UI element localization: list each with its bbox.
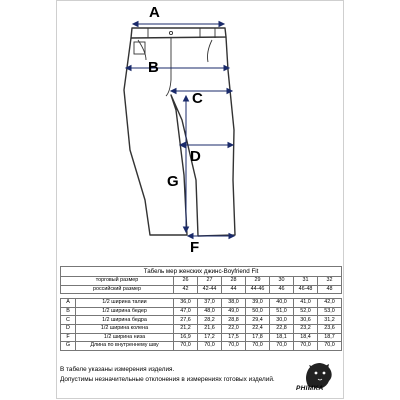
ru-size-cell: 42 xyxy=(174,285,198,294)
table-cell: 53,0 xyxy=(318,307,342,316)
table-cell: 70,0 xyxy=(198,342,222,351)
table-cell: 22,8 xyxy=(270,324,294,333)
ru-size-cell: 48 xyxy=(318,285,342,294)
table-cell: 47,0 xyxy=(174,307,198,316)
row-code: G xyxy=(61,342,76,351)
measure-label-a: A xyxy=(149,4,160,21)
table-cell: 38,0 xyxy=(222,299,246,308)
table-row xyxy=(61,324,342,333)
trade-size-row xyxy=(61,277,342,286)
ru-size-label: российский размер xyxy=(61,285,174,294)
table-cell: 50,0 xyxy=(246,307,270,316)
jeans-outline xyxy=(124,37,235,236)
jeans-button xyxy=(169,31,172,34)
measure-label-c: C xyxy=(192,90,203,107)
table-title-row xyxy=(61,267,342,277)
table-cell: 18,4 xyxy=(294,333,318,342)
size-chart-table xyxy=(60,266,342,351)
jeans-belt-loops xyxy=(148,28,215,38)
row-code: C xyxy=(61,316,76,325)
row-name: 1/2 ширина бедер xyxy=(76,307,174,316)
table-cell: 40,0 xyxy=(270,299,294,308)
table-row xyxy=(61,342,342,351)
table-cell: 37,0 xyxy=(198,299,222,308)
table-cell: 23,2 xyxy=(294,324,318,333)
table-cell: 48,0 xyxy=(198,307,222,316)
jeans-waistband xyxy=(131,28,226,38)
table-row xyxy=(61,307,342,316)
table-cell: 22,0 xyxy=(222,324,246,333)
jeans-coin-pocket xyxy=(134,42,145,54)
table-cell: 70,0 xyxy=(294,342,318,351)
table-cell: 18,7 xyxy=(318,333,342,342)
table-cell: 41,0 xyxy=(294,299,318,308)
table-cell: 52,0 xyxy=(294,307,318,316)
table-cell: 70,0 xyxy=(246,342,270,351)
table-cell: 70,0 xyxy=(174,342,198,351)
row-code: B xyxy=(61,307,76,316)
row-code: F xyxy=(61,333,76,342)
table-cell: 23,6 xyxy=(318,324,342,333)
table-cell: 16,9 xyxy=(174,333,198,342)
row-code: A xyxy=(61,299,76,308)
table-cell: 17,2 xyxy=(198,333,222,342)
table-row xyxy=(61,299,342,308)
note-tolerance: Допустимы незначительные отклонения в измерениях готовых изделий. xyxy=(60,376,275,383)
table-cell: 30,0 xyxy=(270,316,294,325)
trade-size-cell: 30 xyxy=(270,277,294,286)
measure-label-f: F xyxy=(190,239,200,256)
table-cell: 18,1 xyxy=(270,333,294,342)
table-cell: 22,4 xyxy=(246,324,270,333)
table-cell: 31,2 xyxy=(318,316,342,325)
ru-size-cell: 46-48 xyxy=(294,285,318,294)
trade-size-cell: 31 xyxy=(294,277,318,286)
ru-size-cell: 44-46 xyxy=(246,285,270,294)
brand-name: PHIMKA xyxy=(296,385,324,392)
table-cell: 27,6 xyxy=(174,316,198,325)
table-cell: 17,5 xyxy=(222,333,246,342)
measure-label-b: B xyxy=(148,59,159,76)
row-name: 1/2 ширина низа xyxy=(76,333,174,342)
row-name: 1/2 ширина бедра xyxy=(76,316,174,325)
table-cell: 29,4 xyxy=(246,316,270,325)
jeans-fly xyxy=(166,38,171,96)
table-cell: 28,2 xyxy=(198,316,222,325)
trade-size-cell: 27 xyxy=(198,277,222,286)
ru-size-row xyxy=(61,285,342,294)
table-cell: 39,0 xyxy=(246,299,270,308)
table-cell: 36,0 xyxy=(174,299,198,308)
table-cell: 49,0 xyxy=(222,307,246,316)
jeans-front-pocket-right xyxy=(208,40,213,62)
trade-size-cell: 26 xyxy=(174,277,198,286)
table-cell: 70,0 xyxy=(270,342,294,351)
trade-size-cell: 32 xyxy=(318,277,342,286)
table-cell: 17,8 xyxy=(246,333,270,342)
measure-label-d: D xyxy=(190,148,201,165)
trade-size-cell: 28 xyxy=(222,277,246,286)
trade-size-label: торговый размер xyxy=(61,277,174,286)
row-name: Длина по внутреннему шву xyxy=(76,342,174,351)
row-name: 1/2 ширина колена xyxy=(76,324,174,333)
table-cell: 21,2 xyxy=(174,324,198,333)
table-title: Табель мер женских джинс-Boyfriend Fit xyxy=(61,267,342,277)
ru-size-cell: 42-44 xyxy=(198,285,222,294)
table-cell: 21,6 xyxy=(198,324,222,333)
table-row xyxy=(61,316,342,325)
table-cell: 28,8 xyxy=(222,316,246,325)
measure-label-g: G xyxy=(167,173,179,190)
table-cell: 51,0 xyxy=(270,307,294,316)
row-code: D xyxy=(61,324,76,333)
note-measurements: В табеле указаны измерения изделия. xyxy=(60,366,175,373)
table-cell: 70,0 xyxy=(318,342,342,351)
trade-size-cell: 29 xyxy=(246,277,270,286)
table-row xyxy=(61,333,342,342)
table-cell: 30,6 xyxy=(294,316,318,325)
ru-size-cell: 44 xyxy=(222,285,246,294)
ru-size-cell: 46 xyxy=(270,285,294,294)
table-cell: 42,0 xyxy=(318,299,342,308)
table-cell: 70,0 xyxy=(222,342,246,351)
row-name: 1/2 ширина талии xyxy=(76,299,174,308)
